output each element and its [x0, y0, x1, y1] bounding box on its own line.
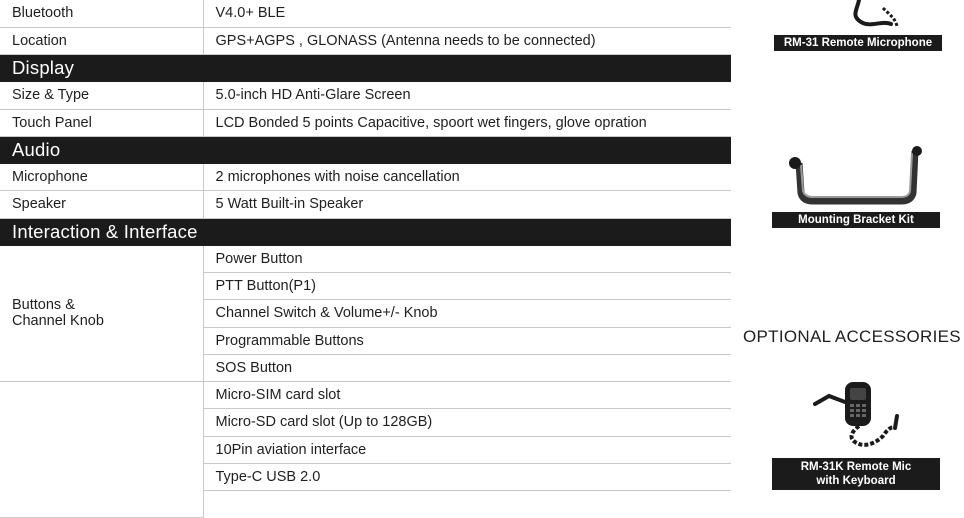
- spec-label: Location: [0, 27, 203, 54]
- spec-value: 2 microphones with noise cancellation: [203, 164, 731, 191]
- section-title: Interaction & Interface: [0, 218, 731, 245]
- spec-row-interface: [0, 382, 731, 409]
- optional-accessories-heading: OPTIONAL ACCESSORIES: [743, 327, 961, 346]
- spec-label: Touch Panel: [0, 109, 203, 136]
- spec-label: Bluetooth: [0, 0, 203, 27]
- accessory-rm31k: [771, 378, 941, 490]
- spec-value: Programmable Buttons: [203, 327, 731, 354]
- spec-label-buttons: [0, 245, 203, 381]
- accessory-bracket: [771, 145, 941, 228]
- accessory-label: RM-31 Remote Microphone: [774, 35, 942, 51]
- spec-row-location: [0, 27, 731, 54]
- section-title: Display: [0, 55, 731, 82]
- spec-label-line: Channel Knob: [12, 313, 104, 330]
- spec-value: V4.0+ BLE: [203, 0, 731, 27]
- section-header-audio: [0, 136, 731, 163]
- spec-row-bluetooth: [0, 0, 731, 27]
- accessory-label: Mounting Bracket Kit: [772, 212, 940, 228]
- spec-value: PTT Button(P1): [203, 273, 731, 300]
- spec-row-buttons: [0, 245, 731, 272]
- section-header-interaction: [0, 218, 731, 245]
- spec-value: Micro-SIM card slot: [203, 382, 731, 409]
- spec-value: 5.0-inch HD Anti-Glare Screen: [203, 82, 731, 109]
- spec-value: 5 Watt Built-in Speaker: [203, 191, 731, 218]
- spec-label-interface: [0, 382, 203, 518]
- spec-value: Channel Switch & Volume+/- Knob: [203, 300, 731, 327]
- spec-label: Microphone: [0, 164, 203, 191]
- spec-value: SOS Button: [203, 354, 731, 381]
- spec-row-touch-panel: [0, 109, 731, 136]
- section-header-display: [0, 55, 731, 82]
- spec-label: Speaker: [0, 191, 203, 218]
- spec-row-speaker: [0, 191, 731, 218]
- accessory-label-line: RM-31K Remote Mic: [800, 461, 912, 473]
- section-title: Audio: [0, 136, 731, 163]
- spec-label: Size & Type: [0, 82, 203, 109]
- spec-value: LCD Bonded 5 points Capacitive, spoort wet fingers, glove opration: [203, 109, 731, 136]
- spec-row-size-type: [0, 82, 731, 109]
- spec-label-line: Buttons &: [12, 297, 75, 314]
- spec-value: [203, 491, 731, 518]
- spec-value: Micro-SD card slot (Up to 128GB): [203, 409, 731, 436]
- mounting-bracket-image: [771, 145, 941, 209]
- accessory-rm31: [771, 0, 941, 49]
- microphone-cable-image: [771, 0, 941, 34]
- spec-value: 10Pin aviation interface: [203, 436, 731, 463]
- spec-value: Type-C USB 2.0: [203, 463, 731, 490]
- accessory-label: [772, 458, 940, 490]
- accessory-label-line: with Keyboard: [816, 475, 896, 487]
- spec-value: GPS+AGPS , GLONASS (Antenna needs to be connected): [203, 27, 731, 54]
- keyboard-mic-image: [771, 378, 941, 454]
- spec-row-microphone: [0, 164, 731, 191]
- spec-value: Power Button: [203, 245, 731, 272]
